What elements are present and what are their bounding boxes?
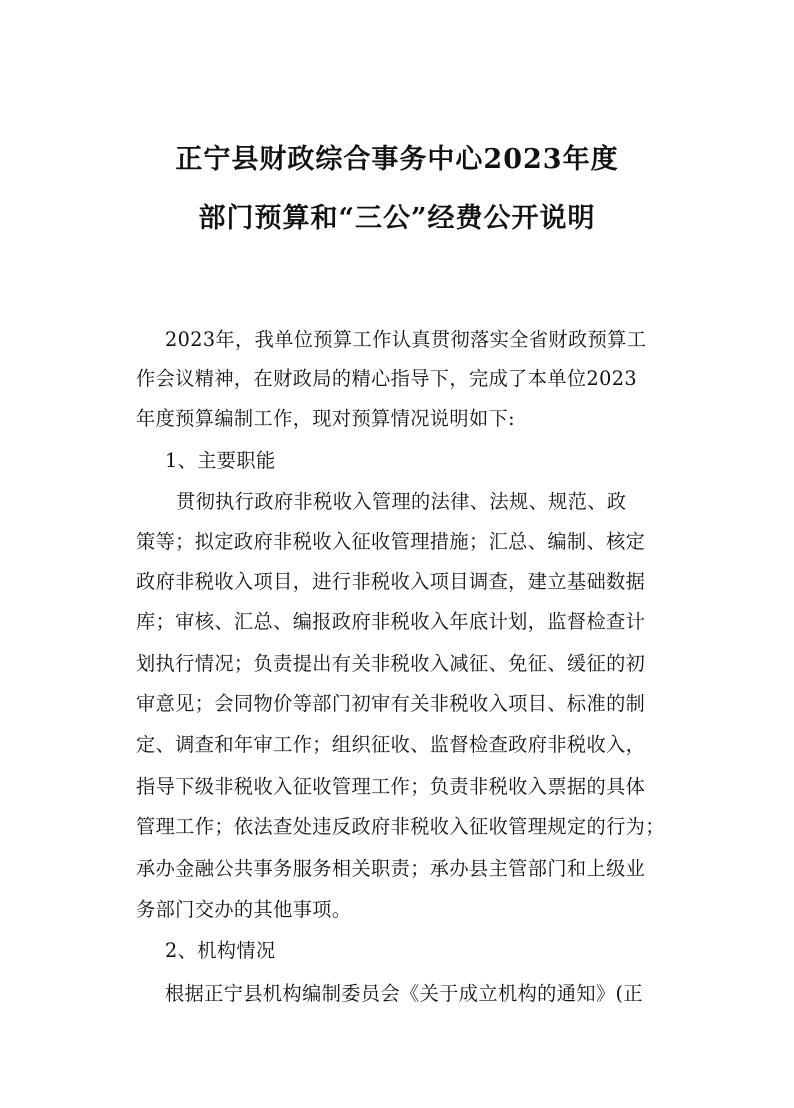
functions-paragraph-line: 管理工作；依法查处违反政府非税收入征收管理规定的行为； bbox=[136, 815, 665, 838]
functions-paragraph-line: 策等；拟定政府非税收入征收管理措施；汇总、编制、核定 bbox=[136, 530, 646, 553]
functions-paragraph-line: 政府非税收入项目，进行非税收入项目调查，建立基础数据 bbox=[136, 570, 646, 593]
functions-paragraph-line: 定、调查和年审工作；组织征收、监督检查政府非税收入， bbox=[136, 733, 646, 756]
functions-paragraph-line: 承办金融公共事务服务相关职责；承办县主管部门和上级业 bbox=[136, 857, 646, 880]
document-title-line-2: 部门预算和“三公”经费公开说明 bbox=[198, 203, 596, 234]
functions-paragraph-line: 务部门交办的其他事项。 bbox=[136, 898, 352, 921]
intro-paragraph-line: 2023年，我单位预算工作认真贯彻落实全省财政预算工 bbox=[165, 328, 647, 351]
section-heading-main-functions: 1、主要职能 bbox=[165, 449, 276, 472]
functions-paragraph-line: 库；审核、汇总、编报政府非税收入年底计划，监督检查计 bbox=[136, 610, 646, 633]
document-title-line-1: 正宁县财政综合事务中心2023年度 bbox=[175, 144, 619, 175]
functions-paragraph-line: 指导下级非税收入征收管理工作；负责非税收入票据的具体 bbox=[136, 775, 646, 798]
functions-paragraph-line: 划执行情况；负责提出有关非税收入减征、免征、缓征的初 bbox=[136, 652, 646, 675]
functions-paragraph-line: 贯彻执行政府非税收入管理的法律、法规、规范、政 bbox=[176, 490, 627, 513]
organization-paragraph-line: 根据正宁县机构编制委员会《关于成立机构的通知》(正 bbox=[165, 982, 643, 1005]
intro-paragraph-line: 年度预算编制工作，现对预算情况说明如下: bbox=[136, 407, 516, 430]
functions-paragraph-line: 审意见；会同物价等部门初审有关非税收入项目、标准的制 bbox=[136, 692, 646, 715]
intro-paragraph-line: 作会议精神，在财政局的精心指导下，完成了本单位2023 bbox=[136, 367, 637, 390]
section-heading-organization: 2、机构情况 bbox=[165, 939, 276, 962]
